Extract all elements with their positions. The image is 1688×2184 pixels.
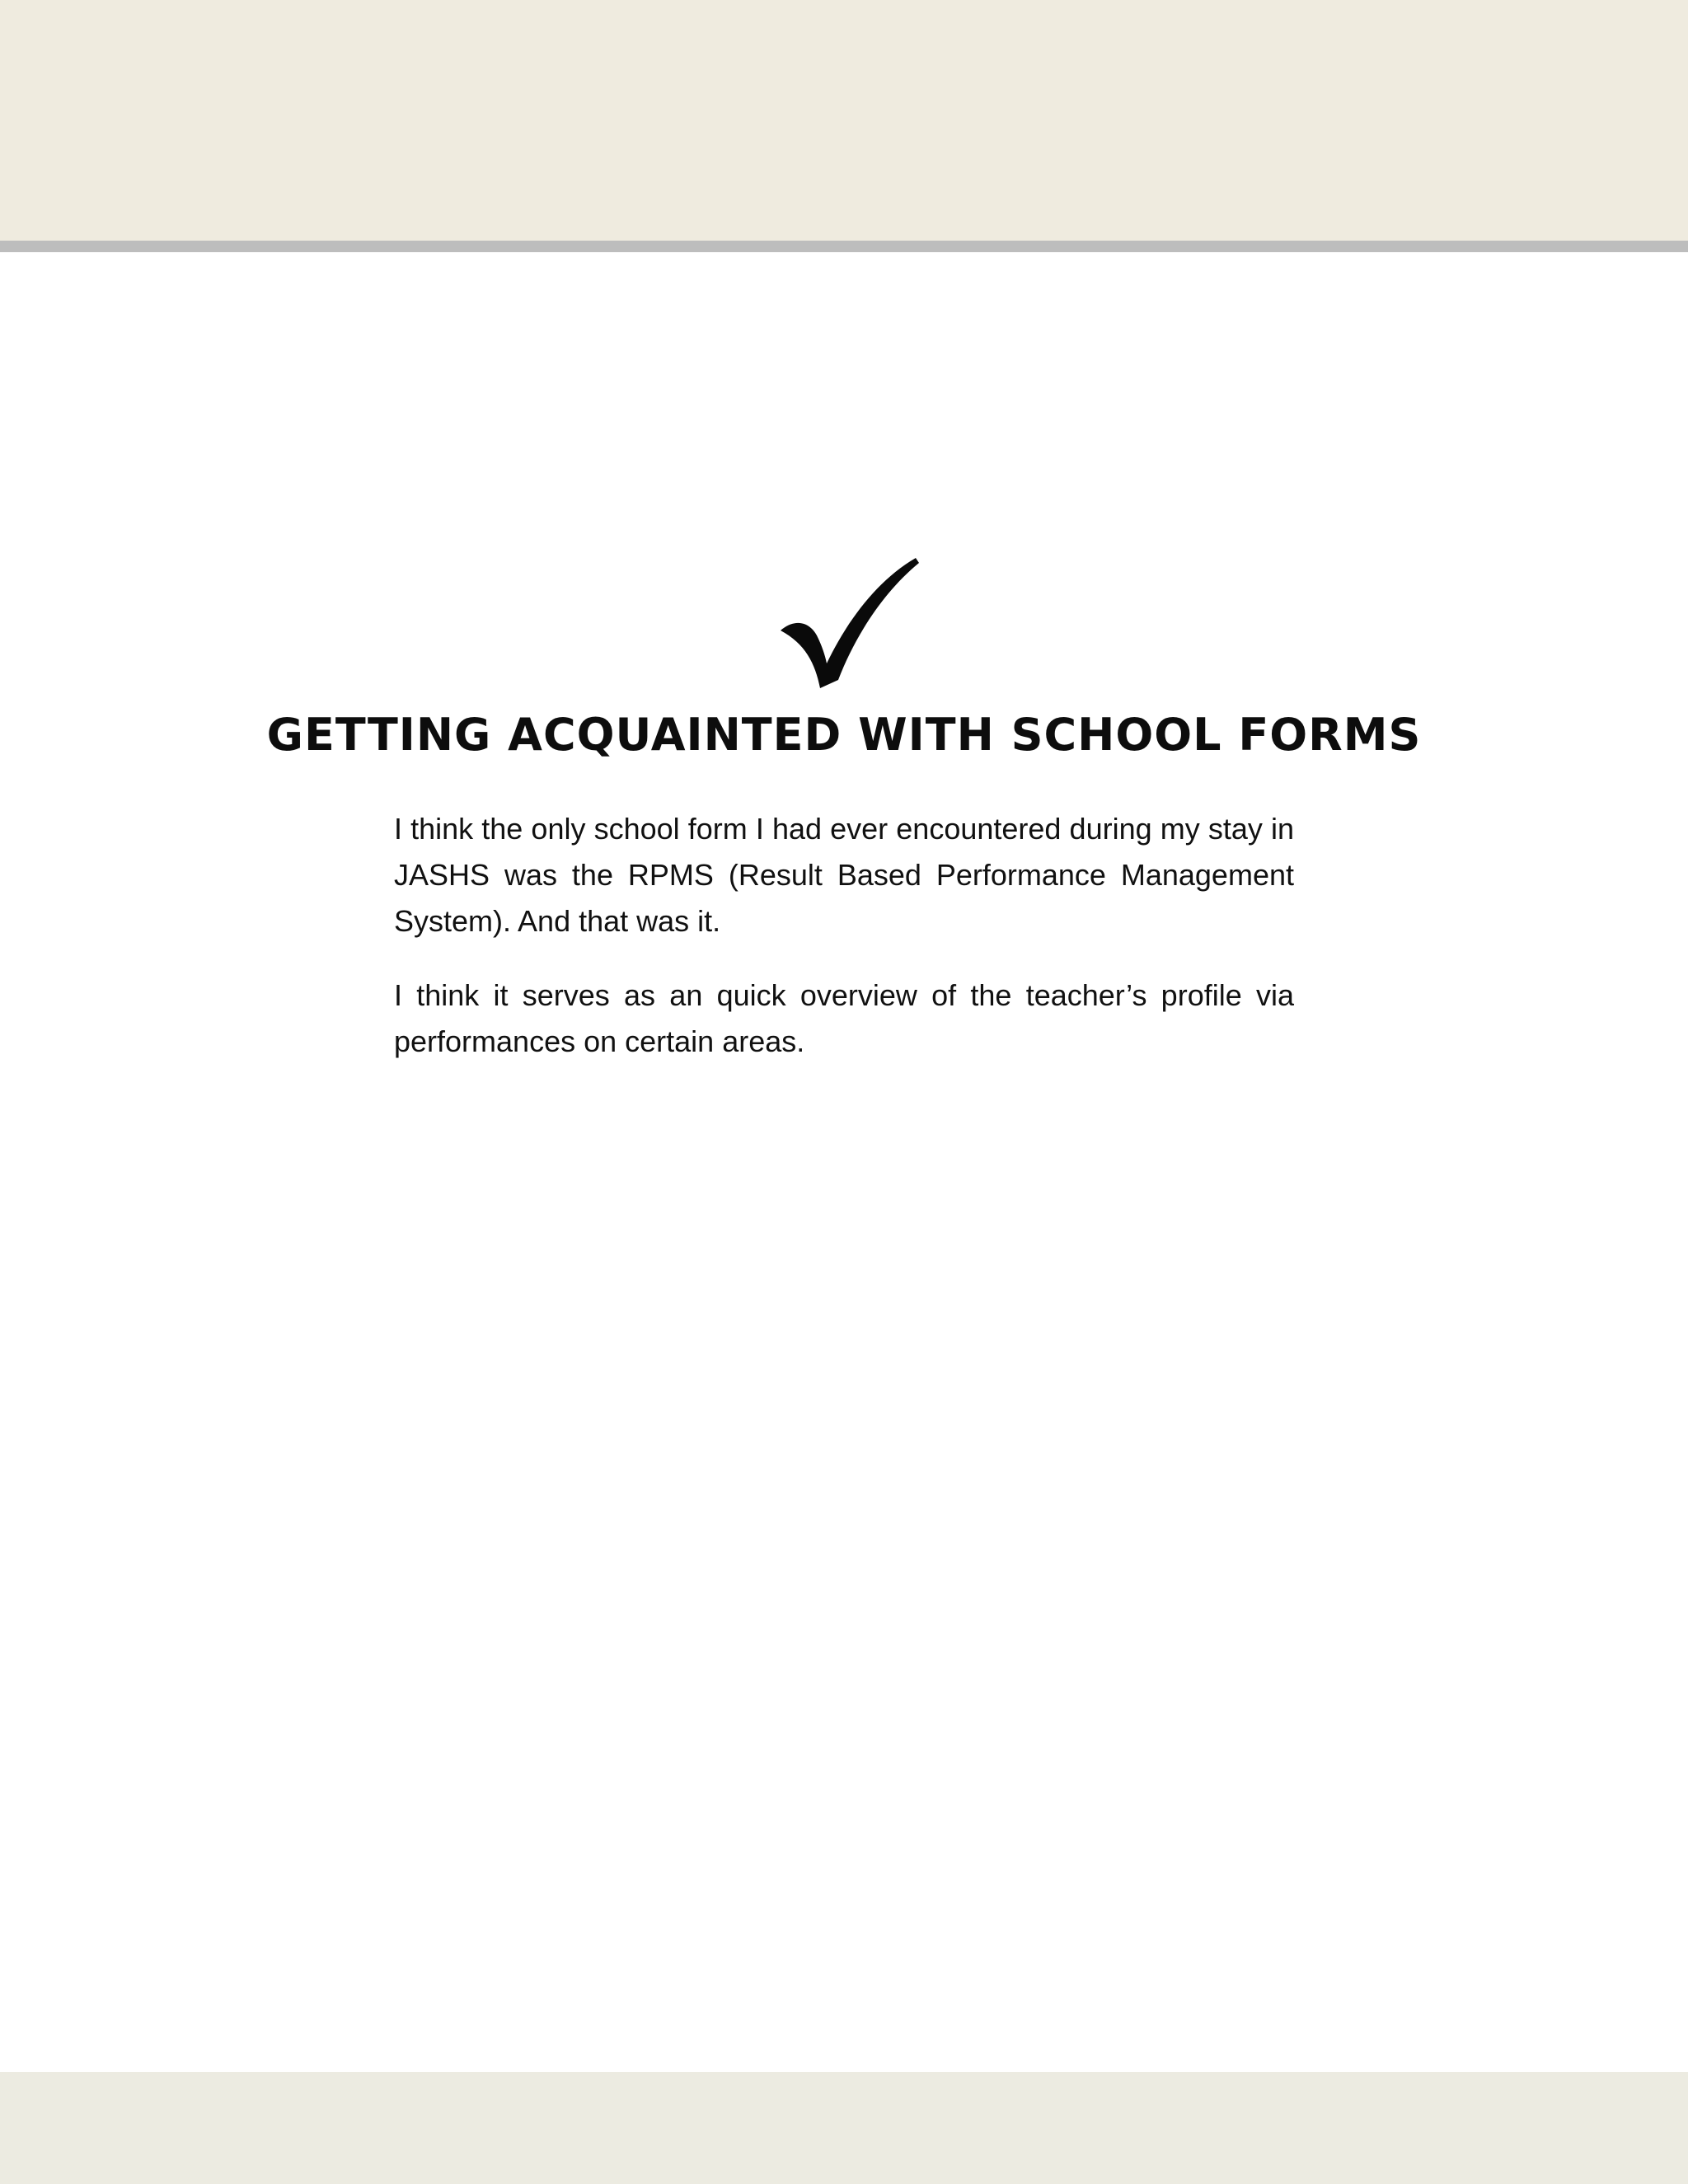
paragraph-1: I think the only school form I had ever encountered during my stay in JASHS was the RPMS (Result Based Performance Management System). And that was it. xyxy=(394,812,1294,938)
checkmark-icon xyxy=(779,556,919,688)
header-divider xyxy=(0,241,1688,252)
body-text xyxy=(394,806,1294,1093)
header-band xyxy=(0,0,1688,241)
footer-band xyxy=(0,2072,1688,2184)
page-title: GETTING ACQUAINTED WITH SCHOOL FORMS xyxy=(266,709,1422,761)
paragraph-2: I think it serves as an quick overview of the teacher’s profile via performances on certain areas. xyxy=(394,978,1294,1058)
